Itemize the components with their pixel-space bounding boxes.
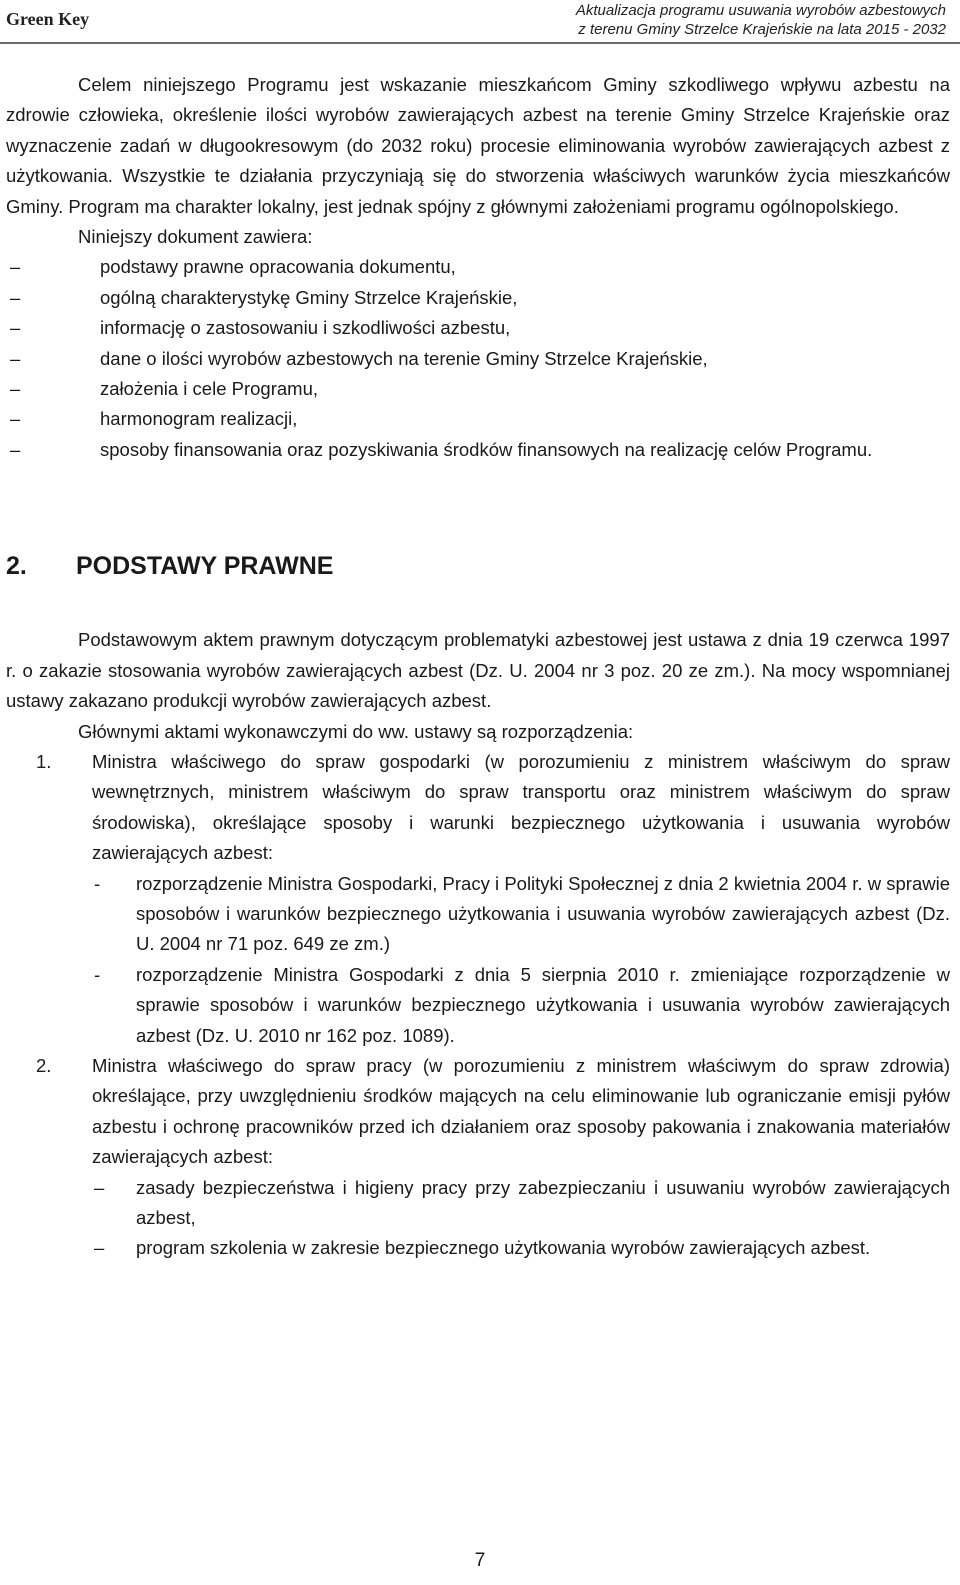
dash-bullet: – xyxy=(10,317,21,339)
dash-bullet: – xyxy=(94,1237,105,1259)
sub-list-item: - rozporządzenie Ministra Gospodarki z dnia 5 sierpnia 2010 r. zmieniające rozporządzenie w sprawie sposobów i warunków bezpiecznego użytkowania i usuwania wyrobów zawierających azbest (Dz. U. 2010 nr 162 poz. 1089). xyxy=(6,960,950,1051)
dash-bullet: – xyxy=(10,438,21,460)
dash-bullet: - xyxy=(94,872,101,894)
list-item: – informację o zastosowaniu i szkodliwości azbestu, xyxy=(6,313,950,343)
sub-list xyxy=(6,869,950,1051)
sub-list-item: – program szkolenia w zakresie bezpiecznego użytkowania wyrobów zawierających azbest. xyxy=(6,1233,950,1263)
dash-bullet: – xyxy=(10,286,21,308)
item-text: Ministra właściwego do spraw pracy (w porozumieniu z ministrem właściwym do spraw zdrowia) określające, przy uwzględnieniu środków mających na celu eliminowanie lub ograniczanie emisji pyłów azbestu i ochronę pracowników przed ich działaniem oraz sposoby pakowania i znakowania materiałów zawierających azbest: xyxy=(92,1054,950,1168)
header-title xyxy=(576,1,946,39)
sub-list-item: - rozporządzenie Ministra Gospodarki, Pracy i Polityki Społecznej z dnia 2 kwietnia 2004 r. w sprawie sposobów i warunków bezpiecznego użytkowania i usuwania wyrobów zawierających azbest (Dz. U. 2004 nr 71 poz. 649 ze zm.) xyxy=(6,869,950,960)
dash-bullet: – xyxy=(94,1176,105,1198)
sub-list-item: – zasady bezpieczeństwa i higieny pracy przy zabezpieczaniu i usuwaniu wyrobów zawierających azbest, xyxy=(6,1173,950,1234)
contents-list xyxy=(6,252,950,465)
section-title: PODSTAWY PRAWNE xyxy=(76,552,334,581)
page-number: 7 xyxy=(474,1550,486,1571)
section-heading xyxy=(6,551,950,581)
list-item: – podstawy prawne opracowania dokumentu, xyxy=(6,252,950,282)
dash-bullet: – xyxy=(10,347,21,369)
brand-name: Green Key xyxy=(6,9,90,29)
regulations-lead: Głównymi aktami wykonawczymi do ww. ustawy są rozporządzenia: xyxy=(78,720,634,742)
regulation-item xyxy=(6,1051,950,1264)
dash-bullet: - xyxy=(94,963,101,985)
item-number: 1. xyxy=(36,750,52,772)
dash-bullet: – xyxy=(10,378,21,400)
item-number: 2. xyxy=(36,1054,52,1076)
sub-list xyxy=(6,1173,950,1264)
section-number: 2. xyxy=(6,552,27,581)
regulations-list xyxy=(6,747,950,1264)
list-item: – dane o ilości wyrobów azbestowych na terenie Gminy Strzelce Krajeńskie, xyxy=(6,344,950,374)
dash-bullet: – xyxy=(10,256,21,278)
intro-paragraph: Celem niniejszego Programu jest wskazanie mieszkańcom Gminy szkodliwego wpływu azbestu na zdrowie człowieka, określenie ilości wyrobów zawierających azbest na terenie Gminy Strzelce Krajeńskie oraz wyznaczenie zadań w długookresowym (do 2032 roku) procesie eliminowania wyrobów zawierających azbest z użytkowania. Wszystkie te działania przyczyniają się do stworzenia właściwych warunków życia mieszkańców Gminy. Program ma charakter lokalny, jest jednak spójny z głównymi założeniami programu ogólnopolskiego. xyxy=(6,74,950,217)
list-item: – sposoby finansowania oraz pozyskiwania środków finansowych na realizację celów Programu. xyxy=(6,435,950,465)
contents-lead: Niniejszy dokument zawiera: xyxy=(78,226,313,248)
dash-bullet: – xyxy=(10,408,21,430)
section-paragraph: Podstawowym aktem prawnym dotyczącym problematyki azbestowej jest ustawa z dnia 19 czerwca 1997 r. o zakazie stosowania wyrobów zawierających azbest (Dz. U. 2004 nr 3 poz. 20 ze zm.). Na mocy wspomnianej ustawy zakazano produkcji wyrobów zawierających azbest. xyxy=(6,629,950,712)
header-title-line-1: Aktualizacja programu usuwania wyrobów azbestowych xyxy=(575,2,946,19)
list-item: – ogólną charakterystykę Gminy Strzelce Krajeńskie, xyxy=(6,283,950,313)
item-text: Ministra właściwego do spraw gospodarki (w porozumieniu z ministrem właściwym do spraw wewnętrznych, ministrem właściwym do spraw transportu oraz ministrem właściwym do spraw środowiska), określające sposoby i warunki bezpiecznego użytkowania i usuwania wyrobów zawierających azbest: xyxy=(92,750,950,864)
list-item: – harmonogram realizacji, xyxy=(6,404,950,434)
page-header xyxy=(0,0,960,46)
header-divider xyxy=(0,42,960,44)
list-item: – założenia i cele Programu, xyxy=(6,374,950,404)
header-title-line-2: z terenu Gminy Strzelce Krajeńskie na lata 2015 - 2032 xyxy=(578,21,946,38)
document-body xyxy=(6,70,950,1264)
regulation-item xyxy=(6,747,950,1051)
